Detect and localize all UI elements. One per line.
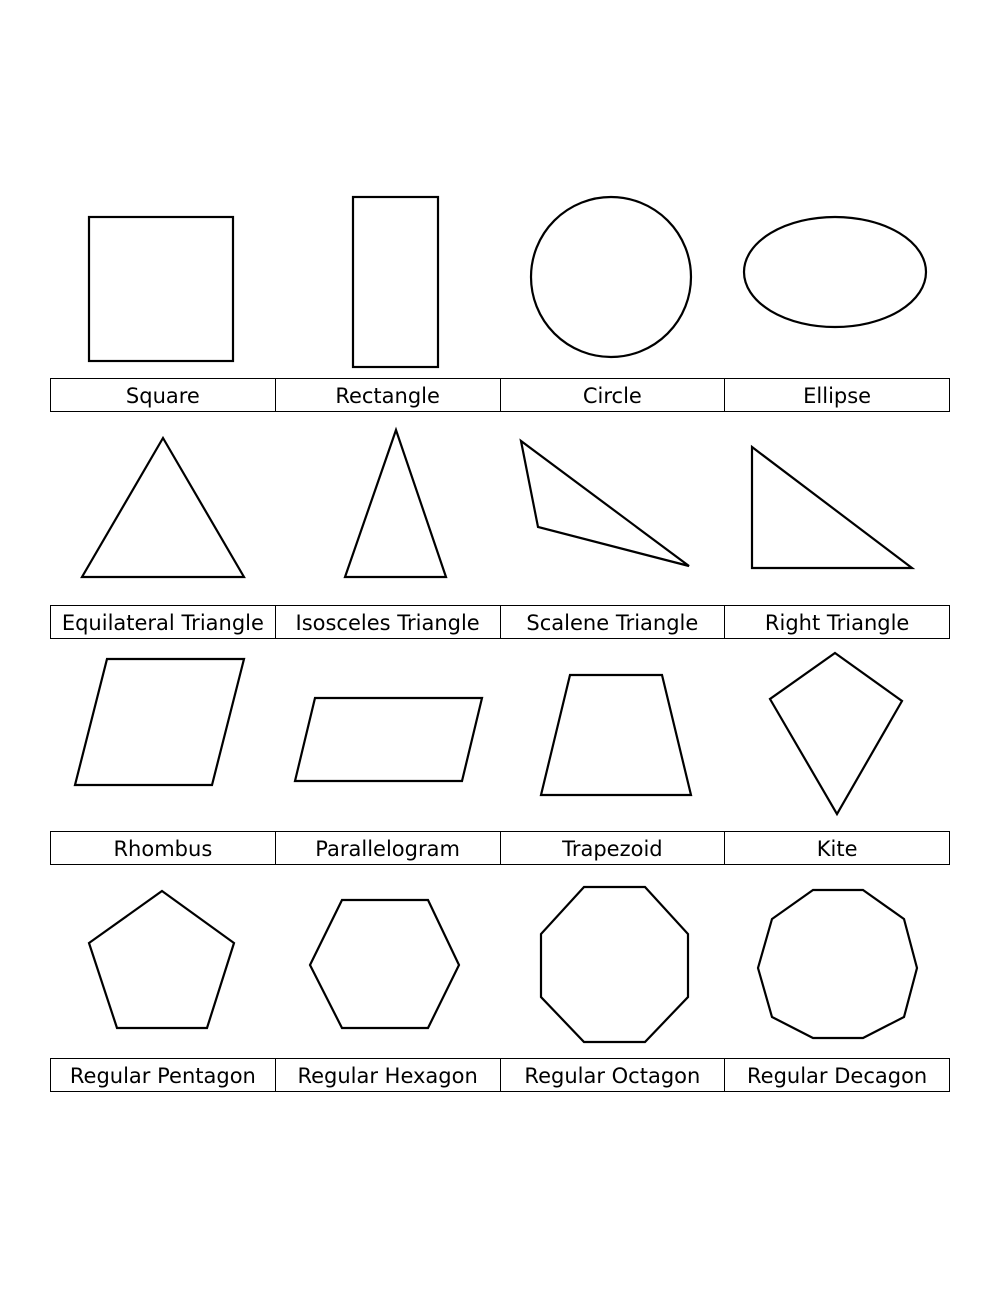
label-regular-decagon: Regular Decagon	[747, 1063, 928, 1088]
label-circle: Circle	[501, 379, 726, 411]
label-row-4	[50, 1058, 950, 1092]
label-regular-hexagon: Regular Hexagon	[276, 1059, 501, 1091]
label-trapezoid: Trapezoid	[501, 832, 726, 864]
scalene-triangle-shape	[521, 441, 689, 566]
trapezoid-shape	[541, 675, 691, 795]
label-row-2	[50, 605, 950, 639]
label-parallelogram: Parallelogram	[276, 832, 501, 864]
regular-pentagon-shape	[89, 891, 234, 1028]
regular-decagon-shape	[758, 890, 917, 1038]
circle-shape	[531, 197, 691, 357]
label-rectangle: Rectangle	[276, 379, 501, 411]
label-scalene-triangle: Scalene Triangle	[501, 606, 726, 638]
label-rhombus: Rhombus	[51, 832, 276, 864]
isosceles-triangle-shape	[345, 430, 446, 577]
label-square: Square	[51, 379, 276, 411]
label-row-3	[50, 831, 950, 865]
equilateral-triangle-shape	[82, 438, 244, 577]
label-regular-octagon: Regular Octagon	[501, 1059, 726, 1091]
label-regular-pentagon: Regular Pentagon	[51, 1059, 276, 1091]
square-shape	[89, 217, 233, 361]
parallelogram-shape	[295, 698, 482, 781]
label-row-1	[50, 378, 950, 412]
label-kite: Kite	[816, 836, 858, 861]
right-triangle-shape	[752, 447, 912, 568]
regular-octagon-shape	[541, 887, 688, 1042]
ellipse-shape	[744, 217, 926, 327]
rectangle-shape	[353, 197, 438, 367]
label-ellipse: Ellipse	[803, 383, 872, 408]
label-isosceles-triangle: Isosceles Triangle	[276, 606, 501, 638]
label-equilateral-triangle: Equilateral Triangle	[51, 606, 276, 638]
label-right-triangle: Right Triangle	[764, 610, 910, 635]
regular-hexagon-shape	[310, 900, 459, 1028]
kite-shape	[770, 653, 902, 814]
rhombus-shape	[75, 659, 244, 785]
